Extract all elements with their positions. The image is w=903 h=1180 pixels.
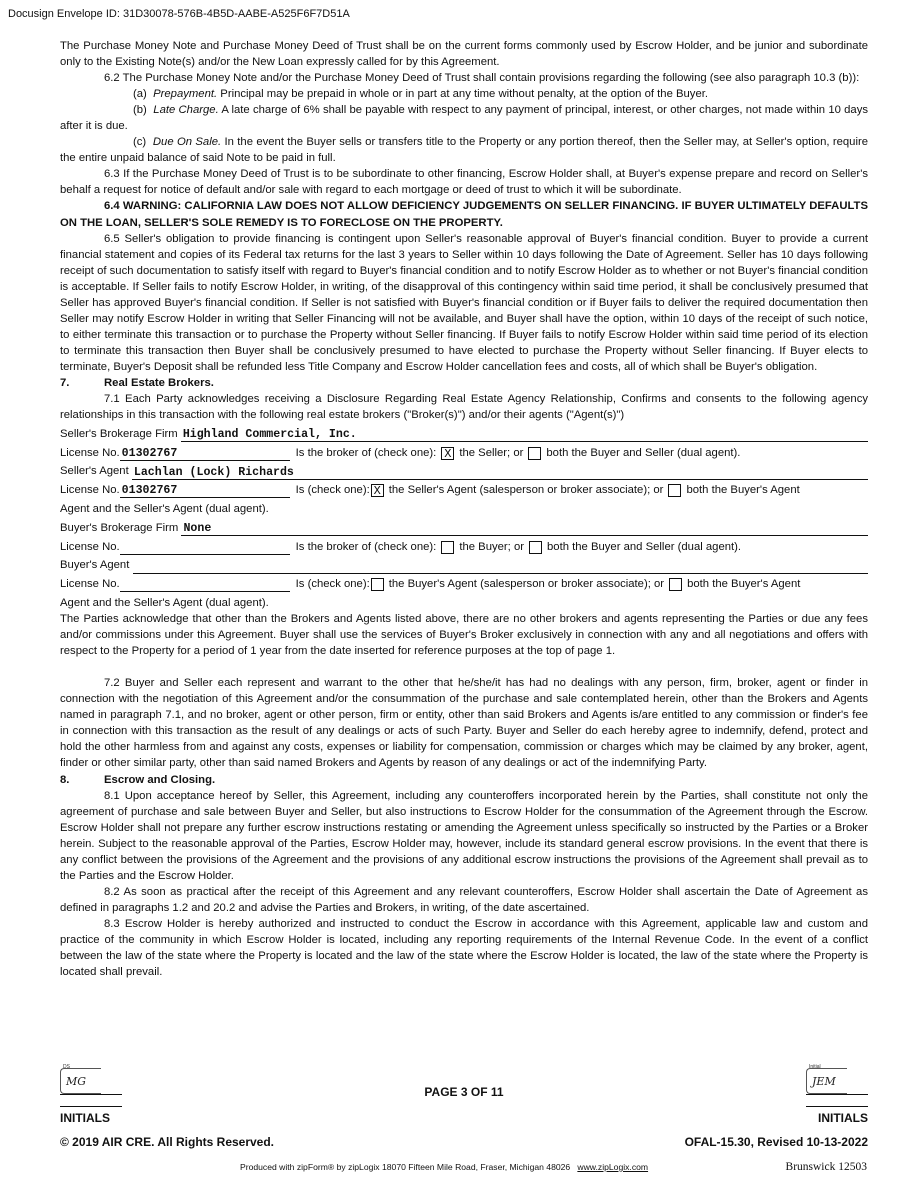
paragraph-6-2-a: (a) Prepayment. Principal may be prepaid in whole or in part at any time without penalty, at the option of the Buyer. (133, 88, 709, 101)
buyer-both-agent-checkbox[interactable] (669, 578, 682, 591)
seller-initials-label: INITIALS (818, 1111, 868, 1125)
seller-agent-field[interactable]: Lachlan (Lock) Richards (132, 466, 868, 480)
paragraph-6-4-warning: 6.4 WARNING: CALIFORNIA LAW DOES NOT ALLOW DEFICIENCY JUDGEMENTS ON SELLER FINANCING. IF BUYER ULTIMATELY DEFAULTS ON THE LOAN, SELLER'S SOLE REMEDY IS TO FORECLOSE ON THE PROPERTY. (60, 200, 868, 229)
copyright-row (60, 1135, 868, 1149)
buyer-brokerage-firm-field[interactable]: None (181, 522, 868, 536)
buyer-dual-agent-checkbox[interactable] (529, 541, 542, 554)
paragraph-8-2: 8.2 As soon as practical after the receipt of this Agreement and any relevant counteroffers, Escrow Holder shall ascertain the Date of Agreement as defined in paragraphs 1.2 and 20.2 and advise the Parties and Brokers, in writing, of the date ascertained. (60, 885, 868, 914)
seller-firm-license-row: License No. 01302767 Is the broker of (check one): X the Seller; or both the Buyer and Seller (dual agent). (60, 446, 741, 461)
ziplogix-link[interactable]: www.zipLogix.com (577, 1162, 649, 1172)
copyright: © 2019 AIR CRE. All Rights Reserved. (60, 1135, 275, 1149)
paragraph-7-2: 7.2 Buyer and Seller each represent and warrant to the other that he/she/it has had no dealings with any person, firm, broker, agent or finder in connection with the negotiation of this Agreement and/or the consummation of the purchase and sale contemplated herein, other than the Brokers and Agents named in paragraph 7.1, and no broker, agent or other person, firm or entity, other than said Brokers and Agents is/are entitled to any commission or finder's fee in connection with this transaction as the result of any dealings or acts of such Party. Buyer and Seller do each hereby agree to indemnify, defend, protect and hold the other harmless from and against any costs, expenses or liability for compensation, commission or charges which may be claimed by any broker, agent, finder or other similar party, other than said named Brokers and Agents by reason of any dealings or act of the indemnifying Party. (60, 677, 868, 770)
buyer-dual-agent-note: Agent and the Seller's Agent (dual agent). (60, 597, 269, 610)
paragraph-6-3: 6.3 If the Purchase Money Deed of Trust is to be subordinate to other financing, Escrow Holder shall, at Buyer's expense prepare and record on Seller's behalf a request for notice of default and/or sale with regard to each mortgage or deed of trust to which it will be subordinate. (60, 168, 868, 197)
buyer-firm-license-row: License No. Is the broker of (check one): the Buyer; or both the Buyer and Seller (dual agent). (60, 536, 868, 555)
buyer-firm-license-field[interactable] (120, 554, 290, 555)
paragraph-8-1: 8.1 Upon acceptance hereof by Seller, this Agreement, including any counteroffers incorporated herein by the Parties, shall constitute not only the agreement of purchase and sale between Buyer and Seller, but also instructions to Escrow Holder for the consummation of the Agreement through the Escrow. Escrow Holder shall not prepare any further escrow instructions restating or amending the Agreement unless specifically so instructed by the Parties or a Broker herein. Subject to the reasonable approval of the Parties, Escrow Holder may, however, include its standard general escrow provisions. In the event that there is any conflict between the provisions of the Agreement and the provisions of any additional escrow instructions the provisions of the Agreement shall prevail as to the Parties and the Escrow Holder. (60, 789, 868, 882)
buyer-agent-license-row: License No. Is (check one): the Buyer's Agent (salesperson or broker associate); or both the Buyer's Agent (60, 574, 868, 593)
both-agent-checkbox[interactable] (668, 484, 681, 497)
section-7-heading: 7. Real Estate Brokers. (60, 376, 214, 389)
produced-by: Produced with zipForm® by zipLogix 18070 Fifteen Mile Road, Fraser, Michigan 48026 www.zipLogix.com (240, 1162, 649, 1172)
buyer-initials-box[interactable]: DS MG (60, 1068, 122, 1098)
paragraph-7-1-tail: The Parties acknowledge that other than the Brokers and Agents listed above, there are no other brokers and agents representing the Parties or due any fees and/or commissions under this Agreement. Buyer shall use the services of Buyer's Broker exclusively in connection with any and all negotiations and offers with respect to the Property for a period of 1 year from the date inserted for reference purposes at the top of page 1. (60, 613, 868, 658)
buyers-agent-checkbox[interactable] (371, 578, 384, 591)
section-8-heading: 8. Escrow and Closing. (60, 773, 216, 786)
buyer-brokerage-firm-row: Buyer's Brokerage Firm None (60, 517, 868, 536)
document-body (60, 38, 868, 980)
paragraph-6-2: 6.2 The Purchase Money Note and/or the Purchase Money Deed of Trust shall contain provisions regarding the following (see also paragraph 10.3 (b)): (104, 72, 860, 85)
sellers-agent-checkbox[interactable]: X (371, 484, 384, 497)
seller-initials-signature: JEM (812, 1075, 836, 1088)
initials-labels-row (60, 1111, 868, 1125)
file-name: Brunswick 12503 (785, 1161, 867, 1173)
buyer-initials-signature: MG (66, 1075, 87, 1088)
seller-agent-license-row: License No. 01302767 Is (check one): X the Seller's Agent (salesperson or broker associate); or both the Buyer's Agent (60, 484, 800, 499)
seller-brokerage-firm-row: Seller's Brokerage Firm Highland Commercial, Inc. (60, 423, 868, 442)
the-buyer-checkbox[interactable] (441, 541, 454, 554)
form-id: OFAL-15.30, Revised 10-13-2022 (684, 1135, 868, 1149)
buyer-initials-label: INITIALS (60, 1111, 110, 1125)
seller-brokerage-firm-field[interactable]: Highland Commercial, Inc. (181, 428, 868, 442)
paragraph-intro: The Purchase Money Note and Purchase Money Deed of Trust shall be on the current forms commonly used by Escrow Holder, and be junior and subordinate only to the Existing Note(s) and/or the New Loan expressly called for by this Agreement. (60, 40, 868, 69)
paragraph-8-3: 8.3 Escrow Holder is hereby authorized and instructed to conduct the Escrow in accordance with this Agreement, applicable law and custom and practice of the community in which Escrow Holder is located, including any reporting requirements of the Internal Revenue Code. In the event of a conflict between the law of the state where the Property is located and the law of the state where the Escrow Holder is located, the law of the state where the Property is located shall prevail. (60, 917, 868, 979)
buyer-agent-field[interactable] (133, 573, 869, 574)
paragraph-6-2-c: (c) Due On Sale. In the event the Buyer sells or transfers title to the Property or any portion thereof, then the Seller may, at Seller's option, require the entire unpaid balance of said Note to be paid in full. (60, 136, 869, 165)
dual-agent-checkbox[interactable] (528, 447, 541, 460)
paragraph-6-2-b: (b) Late Charge. A late charge of 6% shall be payable with respect to any payment of principal, interest, or other charges, not made within 10 days after it is due. (60, 104, 868, 133)
buyer-agent-row: Buyer's Agent (60, 555, 868, 574)
seller-agent-license-field[interactable]: 01302767 (120, 484, 290, 498)
dual-agent-note: Agent and the Seller's Agent (dual agent). (60, 503, 269, 516)
buyer-agent-license-field[interactable] (120, 591, 290, 592)
envelope-id-header: Docusign Envelope ID: 31D30078-576B-4B5D-AABE-A525F6F7D51A (8, 8, 350, 20)
seller-agent-row: Seller's Agent Lachlan (Lock) Richards (60, 461, 868, 480)
seller-firm-license-field[interactable]: 01302767 (120, 447, 290, 461)
the-seller-checkbox[interactable]: X (441, 447, 454, 460)
seller-initials-box[interactable]: Initial JEM (806, 1068, 868, 1098)
paragraph-7-1: 7.1 Each Party acknowledges receiving a Disclosure Regarding Real Estate Agency Relationship, Confirms and consents to the following agency relationships in this transaction with the following real estate brokers ("Broker(s)") and/or their agents ("Agent(s)") (60, 393, 868, 422)
paragraph-6-5: 6.5 Seller's obligation to provide financing is contingent upon Seller's reasonable approval of Buyer's financial condition. Buyer to provide a current financial statement and copies of its Federal tax returns for the last 3 years to Seller within 10 days following the Date of Agreement. Seller has 10 days following receipt of such documentation to satisfy itself with regard to Buyer's financial condition and to notify Escrow Holder as to whether or not Buyer's financial condition is acceptable. If Seller fails to notify Escrow Holder, in writing, of the disapproval of this contingency within said time period, it shall be conclusively presumed that Seller has approved Buyer's financial condition. If Seller is not satisfied with Buyer's financial condition or if Buyer fails to deliver the required documentation then Seller may notify Escrow Holder in writing that Seller Financing will not be available, and Buyer shall have the option, within 10 days of the receipt of such notice, to either terminate this transaction or to purchase the Property without Seller financing. If Buyer fails to notify Escrow Holder within said time period of its election to terminate this transaction then Buyer shall be conclusively presumed to have elected to purchase the Property without Seller financing. If Buyer elects to terminate, Buyer's Deposit shall be refunded less Title Company and Escrow Holder cancellation fees and costs, all of which shall be Buyer's obligation. (60, 232, 868, 373)
page-number: PAGE 3 OF 11 (424, 1085, 504, 1099)
